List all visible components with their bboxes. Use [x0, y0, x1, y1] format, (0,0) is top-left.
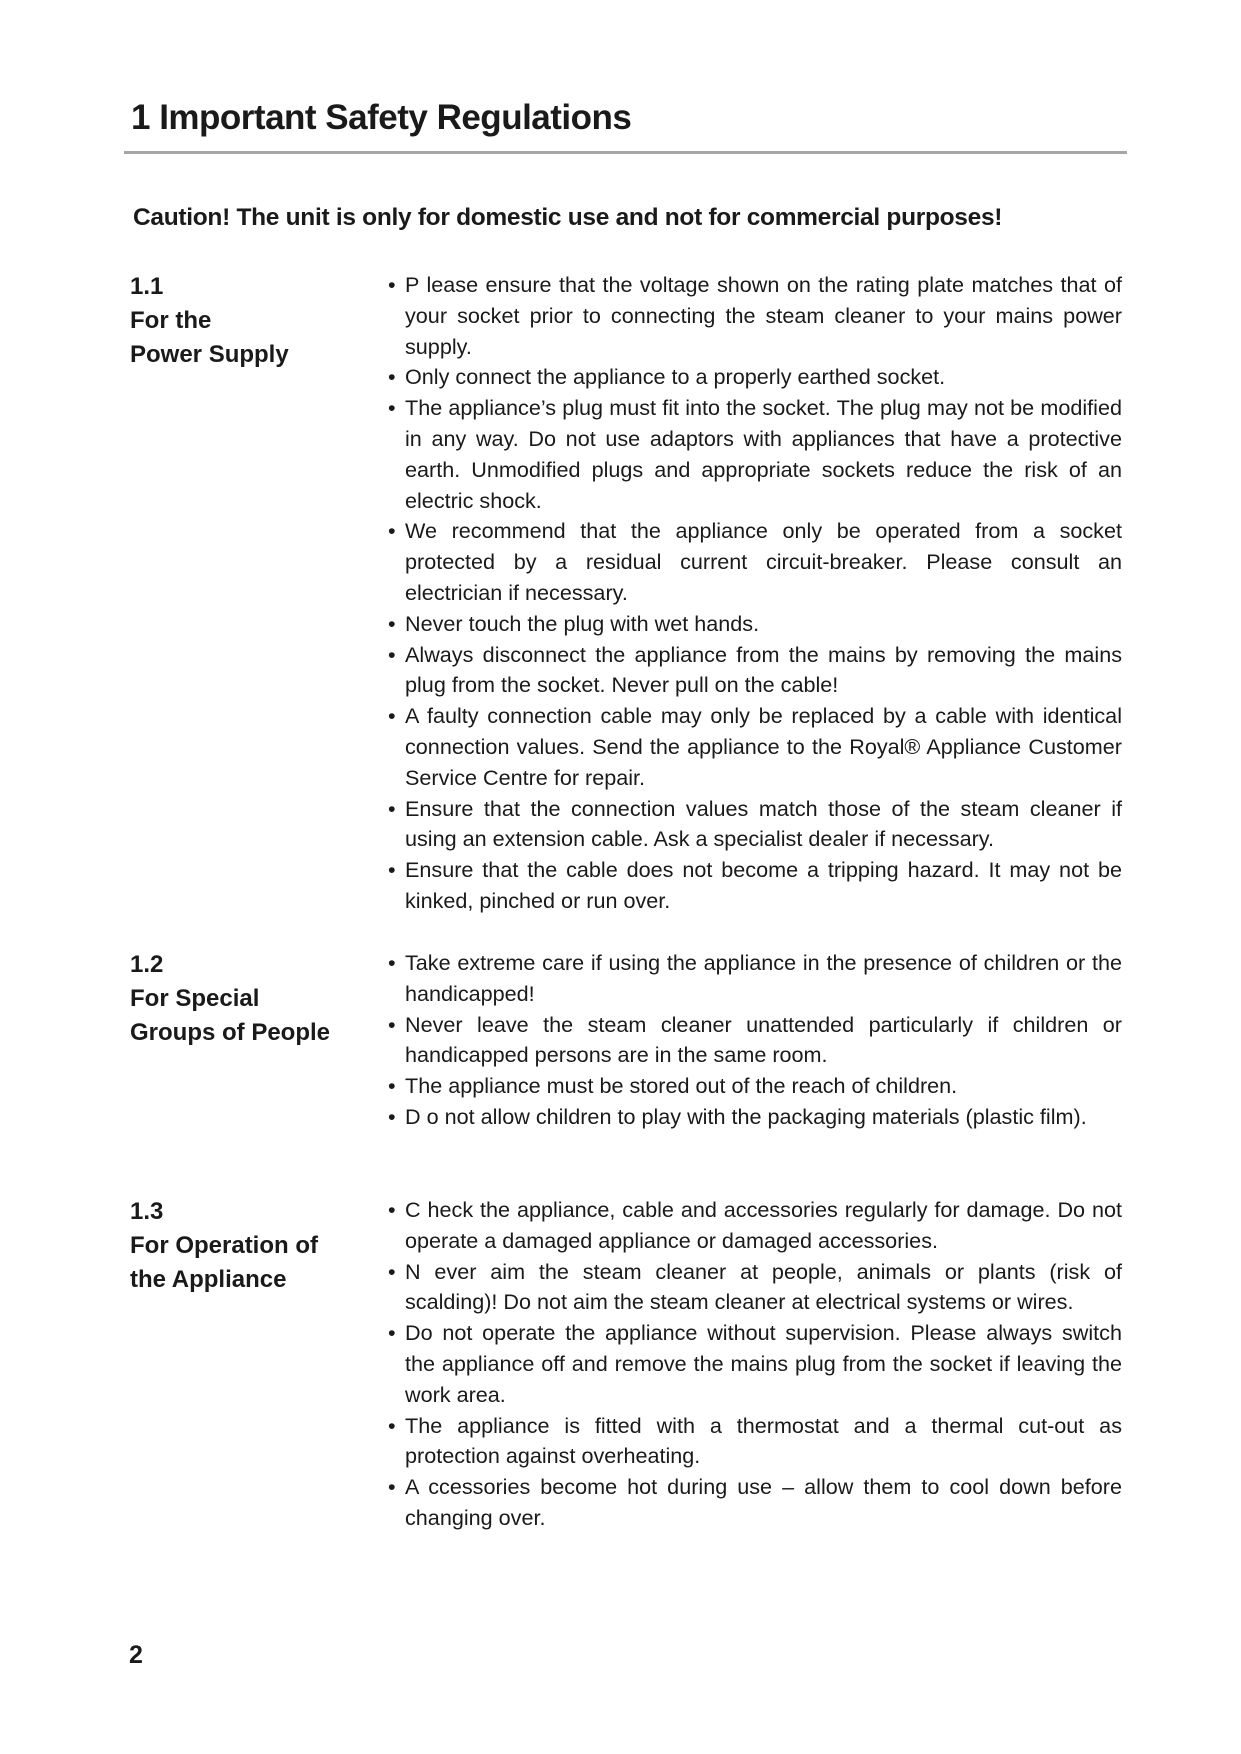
list-item: • The appliance must be stored out of the reach of children. — [388, 1071, 1122, 1102]
list-item: • Ensure that the cable does not become a tripping hazard. It may not be kinked, pinched or run over. — [388, 855, 1122, 917]
page-title: 1 Important Safety Regulations — [131, 98, 632, 137]
page-number: 2 — [129, 1641, 143, 1669]
section-heading — [130, 270, 360, 372]
section-title-line: For the — [130, 307, 212, 334]
section-title-line: For Special — [130, 985, 260, 1012]
list-item: • C heck the appliance, cable and accessories regularly for damage. Do not operate a damaged appliance or damaged accessories. — [388, 1195, 1122, 1257]
list-item: • A faulty connection cable may only be replaced by a cable with identical connection values. Send the appliance to the Royal® Appliance Customer Service Centre for repair. — [388, 701, 1122, 793]
section-heading — [130, 1195, 360, 1297]
list-item: • A ccessories become hot during use – allow them to cool down before changing over. — [388, 1472, 1122, 1534]
list-item: • Never leave the steam cleaner unattended particularly if children or handicapped persons are in the same room. — [388, 1010, 1122, 1072]
section-number: 1.1 — [130, 273, 164, 300]
section-title-line: For Operation of — [130, 1232, 318, 1259]
list-item: • Only connect the appliance to a properly earthed socket. — [388, 362, 1122, 393]
list-item: • D o not allow children to play with the packaging materials (plastic film). — [388, 1102, 1122, 1133]
list-item: • N ever aim the steam cleaner at people, animals or plants (risk of scalding)! Do not aim the steam cleaner at electrical systems or wires. — [388, 1257, 1122, 1319]
section-number: 1.3 — [130, 1198, 164, 1225]
list-item: • P lease ensure that the voltage shown on the rating plate matches that of your socket prior to connecting the steam cleaner to your mains power supply. — [388, 270, 1122, 362]
section-title-line: Power Supply — [130, 341, 289, 368]
bullet-list — [388, 1195, 1122, 1534]
list-item: • Ensure that the connection values match those of the steam cleaner if using an extension cable. Ask a specialist dealer if necessary. — [388, 794, 1122, 856]
bullet-list — [388, 270, 1122, 917]
list-item: • The appliance is fitted with a thermostat and a thermal cut-out as protection against overheating. — [388, 1411, 1122, 1473]
bullet-list — [388, 948, 1122, 1133]
caution-notice: Caution! The unit is only for domestic use and not for commercial purposes! — [133, 204, 1003, 231]
title-divider — [124, 151, 1127, 154]
section-number: 1.2 — [130, 951, 164, 978]
list-item: • We recommend that the appliance only be operated from a socket protected by a residual current circuit-breaker. Please consult an electrician if necessary. — [388, 516, 1122, 608]
list-item: • Always disconnect the appliance from the mains by removing the mains plug from the socket. Never pull on the cable! — [388, 640, 1122, 702]
list-item: • Take extreme care if using the appliance in the presence of children or the handicapped! — [388, 948, 1122, 1010]
list-item: • Never touch the plug with wet hands. — [388, 609, 1122, 640]
section-heading — [130, 948, 360, 1050]
list-item: • Do not operate the appliance without supervision. Please always switch the appliance off and remove the mains plug from the socket if leaving the work area. — [388, 1318, 1122, 1410]
section-title-line: the Appliance — [130, 1266, 287, 1293]
section-title-line: Groups of People — [130, 1019, 331, 1046]
list-item: • The appliance’s plug must fit into the socket. The plug may not be modified in any way. Do not use adaptors with appliances that have a protective earth. Unmodified plugs and appropriate sockets reduce the risk of an electric shock. — [388, 393, 1122, 516]
